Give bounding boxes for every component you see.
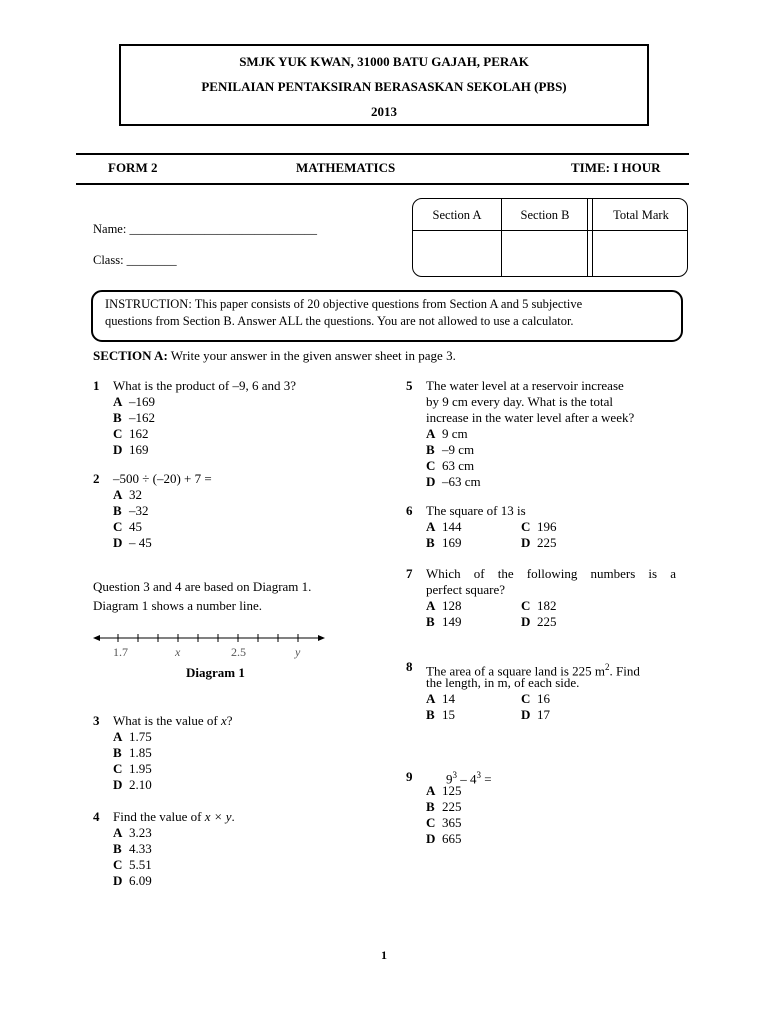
- question-6: [406, 503, 696, 553]
- number-line-label: 2.5: [231, 645, 246, 659]
- option-b[interactable]: B 4.33: [113, 841, 152, 856]
- option-a[interactable]: A –169: [113, 394, 155, 409]
- option-c[interactable]: C 162: [113, 426, 149, 441]
- question-text: $9^3 - 4^3$ =: [446, 770, 492, 787]
- question-number: 6: [406, 503, 413, 518]
- question-text-line: the length, in m, of each side.: [426, 675, 580, 690]
- question-number: 9: [406, 769, 413, 784]
- section-a-text: Write your answer in the given answer sheet in page 3.: [167, 348, 456, 363]
- instruction-line1: This paper consists of 20 objective questions from Section A and 5 subjective: [191, 297, 583, 311]
- option-d[interactable]: D 225: [521, 535, 557, 550]
- school-name: SMJK YUK KWAN, 31000 BATU GAJAH, PERAK: [239, 54, 529, 69]
- option-b[interactable]: B 149: [426, 614, 462, 629]
- question-number: 1: [93, 378, 100, 393]
- option-c[interactable]: C 1.95: [113, 761, 152, 776]
- option-b[interactable]: B 225: [426, 799, 462, 814]
- question-text: The square of 13 is: [426, 503, 526, 518]
- option-c[interactable]: C 16: [521, 691, 550, 706]
- diagram-intro-2: Diagram 1 shows a number line.: [93, 598, 262, 613]
- option-a[interactable]: A 125: [426, 783, 462, 798]
- question-text-line: The water level at a reservoir increase: [426, 378, 624, 393]
- option-a[interactable]: A 144: [426, 519, 462, 534]
- option-a[interactable]: A 3.23: [113, 825, 152, 840]
- section-a-heading: [93, 348, 456, 364]
- option-d[interactable]: D 169: [113, 442, 149, 457]
- diagram-intro-1: Question 3 and 4 are based on Diagram 1.: [93, 579, 312, 594]
- instruction-line2: questions from Section B. Answer ALL the questions. You are not allowed to use a calculator.: [105, 314, 574, 328]
- score-table-col-line: [501, 199, 502, 276]
- question-9: [406, 767, 696, 849]
- option-c[interactable]: C 182: [521, 598, 557, 613]
- question-number: 4: [93, 809, 100, 824]
- number-line-right-arrow: [318, 635, 325, 641]
- option-a[interactable]: A 1.75: [113, 729, 152, 744]
- instruction-label: INSTRUCTION:: [105, 297, 192, 311]
- diagram-caption: Diagram 1: [186, 665, 245, 680]
- question-8: [406, 659, 696, 725]
- number-line: [93, 628, 325, 662]
- question-2: [93, 471, 373, 551]
- question-text: What is the value of x?: [113, 713, 233, 728]
- question-text: What is the product of –9, 6 and 3?: [113, 378, 297, 393]
- option-b[interactable]: B 1.85: [113, 745, 152, 760]
- page-number: 1: [381, 948, 387, 962]
- option-b[interactable]: B –32: [113, 503, 149, 518]
- option-c[interactable]: C 196: [521, 519, 557, 534]
- question-text-line: Which of the following numbers is a: [426, 566, 676, 581]
- option-a[interactable]: A 32: [113, 487, 142, 502]
- option-d[interactable]: D 2.10: [113, 777, 152, 792]
- option-c[interactable]: C 365: [426, 815, 462, 830]
- question-5: [406, 378, 696, 490]
- question-text: –500 ÷ (–20) + 7 =: [113, 471, 212, 486]
- year: 2013: [371, 104, 397, 119]
- number-line-label: x: [175, 645, 181, 659]
- option-b[interactable]: B 15: [426, 707, 455, 722]
- question-7: [406, 566, 696, 632]
- score-table-col-line: [592, 199, 593, 276]
- option-d[interactable]: D –63 cm: [426, 474, 481, 489]
- question-1: [93, 378, 373, 458]
- question-text: Find the value of x × y.: [113, 809, 235, 824]
- question-3: [93, 713, 373, 793]
- option-c[interactable]: C 63 cm: [426, 458, 475, 473]
- bottom-rule: [76, 183, 689, 185]
- instruction-box: [91, 290, 683, 342]
- option-b[interactable]: B 169: [426, 535, 462, 550]
- option-d[interactable]: D 225: [521, 614, 557, 629]
- option-c[interactable]: C 5.51: [113, 857, 152, 872]
- question-number: 5: [406, 378, 413, 393]
- time-label: TIME: I HOUR: [571, 160, 661, 175]
- question-number: 3: [93, 713, 100, 728]
- option-c[interactable]: C 45: [113, 519, 142, 534]
- option-d[interactable]: D 665: [426, 831, 462, 846]
- form-label: FORM 2: [108, 160, 158, 175]
- class-field[interactable]: Class: ________: [93, 253, 177, 267]
- option-b[interactable]: B –9 cm: [426, 442, 475, 457]
- subject-label: MATHEMATICS: [296, 160, 396, 175]
- score-table: [412, 198, 688, 277]
- question-number: 2: [93, 471, 100, 486]
- option-a[interactable]: A 14: [426, 691, 455, 706]
- score-table-col-line: [587, 199, 588, 276]
- option-d[interactable]: D 6.09: [113, 873, 152, 888]
- score-table-divider: [413, 230, 687, 231]
- name-field[interactable]: Name: ______________________________: [93, 222, 317, 236]
- option-d[interactable]: D 17: [521, 707, 550, 722]
- score-col-section-a: Section A: [432, 208, 482, 222]
- number-line-label: y: [295, 645, 301, 659]
- score-col-total: Total Mark: [613, 208, 669, 222]
- number-line-label: 1.7: [113, 645, 128, 659]
- question-text-line: by 9 cm every day. What is the total: [426, 394, 614, 409]
- score-col-section-b: Section B: [520, 208, 570, 222]
- option-a[interactable]: A 9 cm: [426, 426, 468, 441]
- question-number: 8: [406, 659, 413, 674]
- option-b[interactable]: B –162: [113, 410, 155, 425]
- option-d[interactable]: D – 45: [113, 535, 152, 550]
- section-a-label: SECTION A:: [93, 348, 168, 363]
- top-rule: [76, 153, 689, 155]
- question-text-line: The area of a square land is 225 $m^2$. Find: [426, 662, 640, 679]
- header-box: [119, 44, 649, 126]
- question-number: 7: [406, 566, 413, 581]
- assessment-title: PENILAIAN PENTAKSIRAN BERASASKAN SEKOLAH (PBS): [201, 79, 567, 94]
- question-text-line: increase in the water level after a week?: [426, 410, 635, 425]
- question-4: [93, 809, 373, 889]
- number-line-left-arrow: [93, 635, 100, 641]
- question-text-line: perfect square?: [426, 582, 506, 597]
- option-a[interactable]: A 128: [426, 598, 462, 613]
